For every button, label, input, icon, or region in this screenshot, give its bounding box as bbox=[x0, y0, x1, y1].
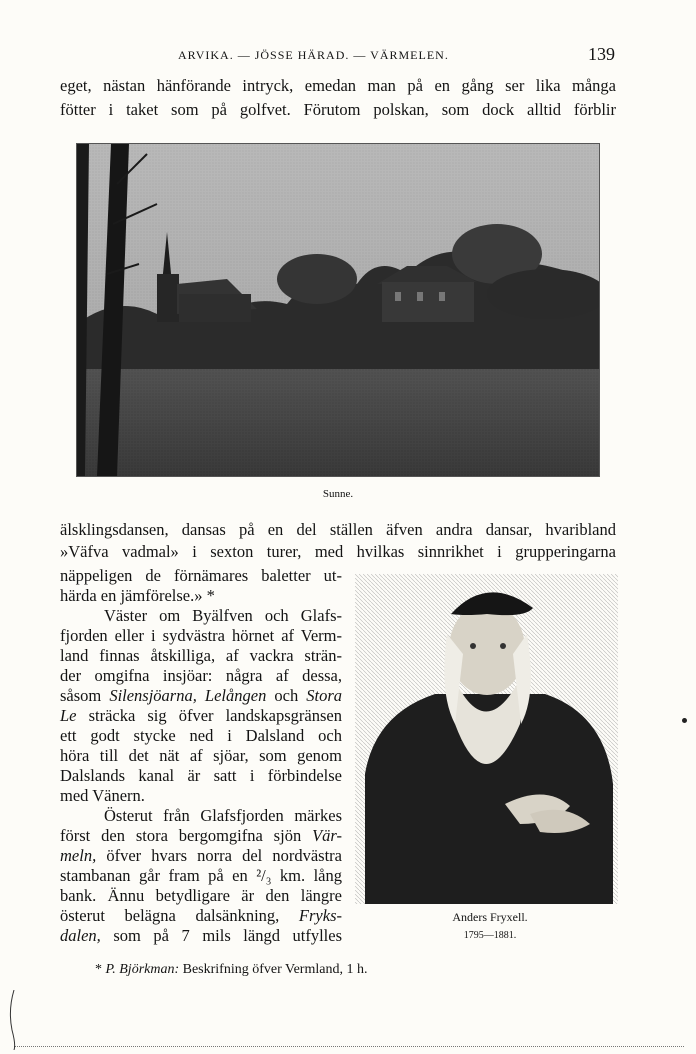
column-line: höra till det nät af sjöar, som genom bbox=[60, 746, 342, 765]
footnote-author: P. Björkman: bbox=[105, 962, 180, 977]
column-line: Dalslands kanal är satt i förbindelse bbox=[60, 766, 342, 785]
sunne-engraving bbox=[77, 144, 599, 476]
lake-name: Stora bbox=[306, 686, 343, 705]
text-run: sträcka sig öfver landskapsgränsen bbox=[76, 706, 342, 725]
text-run: österut belägna dalsänkning, bbox=[60, 906, 299, 925]
column-line: land finnas åtskilliga, af vackra strän- bbox=[60, 646, 342, 665]
valley-name: dalen, bbox=[60, 926, 101, 945]
column-line: härda en jämförelse.» * bbox=[60, 586, 215, 605]
column-line: bank. Ännu betydligare är den längre bbox=[60, 886, 342, 905]
column-line: Österut från Glafsfjorden märkes bbox=[104, 806, 342, 825]
body-line: »Väfva vadmal» i sexton turer, med hvilkas sinnrikhet i grupperingarna bbox=[60, 542, 616, 561]
column-line bbox=[60, 826, 342, 846]
column-line: näppeligen de förnämares baletter ut- bbox=[60, 566, 342, 585]
valley-name: Fryks- bbox=[298, 906, 342, 925]
text-run: öfver hvars norra del nordvästra bbox=[96, 846, 342, 865]
text-run: såsom bbox=[60, 686, 110, 705]
column-line: Väster om Byälfven och Glafs- bbox=[104, 606, 342, 625]
column-line: fjorden eller i sydvästra hörnet af Verm- bbox=[60, 626, 342, 645]
portrait-anders-fryxell bbox=[355, 574, 618, 904]
portrait-name: Anders Fryxell. bbox=[452, 910, 528, 924]
running-title: ARVIKA. — JÖSSE HÄRAD. — VÄRMELEN. bbox=[178, 48, 449, 62]
page-number: 139 bbox=[588, 44, 615, 64]
sunne-photograph bbox=[76, 143, 600, 477]
body-line: älsklingsdansen, dansas på en del ställen äfven andra dansar, hvaribland bbox=[60, 520, 616, 539]
margin-mark bbox=[8, 990, 16, 1050]
column-line bbox=[60, 686, 342, 706]
bottom-rule bbox=[14, 1046, 684, 1048]
footnote-marker: * bbox=[95, 962, 106, 977]
column-line bbox=[60, 846, 342, 866]
margin-dot bbox=[682, 718, 687, 723]
lake-name: meln, bbox=[60, 846, 97, 865]
column-line: med Vänern. bbox=[60, 786, 145, 805]
lake-names: Silensjöarna, Lelången bbox=[109, 686, 267, 705]
text-run: och bbox=[266, 686, 307, 705]
footnote bbox=[95, 962, 535, 978]
footnote-text: Beskrifning öfver Vermland, 1 h. bbox=[179, 962, 368, 977]
column-line bbox=[60, 906, 342, 926]
text-run: som på 7 mils längd utfylles bbox=[100, 926, 342, 945]
column-line: ett godt stycke ned i Dalsland och bbox=[60, 726, 342, 745]
column-line: stambanan går fram på en ²/₃ km. lång bbox=[60, 866, 342, 885]
running-head bbox=[0, 44, 696, 68]
column-line bbox=[60, 706, 342, 726]
column-line bbox=[60, 926, 342, 946]
body-line: fötter i taket som på golfvet. Förutom polskan, som dock alltid förblir bbox=[60, 100, 616, 119]
lake-name: Le bbox=[60, 706, 77, 725]
sunne-caption: Sunne. bbox=[322, 488, 354, 500]
text-run: först den stora bergomgifna sjön bbox=[60, 826, 313, 845]
portrait-years: 1795—1881. bbox=[463, 930, 517, 941]
column-line: der omgifna insjöar: några af dessa, bbox=[60, 666, 342, 685]
lake-name: Vär- bbox=[312, 826, 342, 845]
body-line: eget, nästan hänförande intryck, emedan man på en gång ser lika många bbox=[60, 76, 616, 95]
portrait-engraving bbox=[355, 574, 618, 904]
